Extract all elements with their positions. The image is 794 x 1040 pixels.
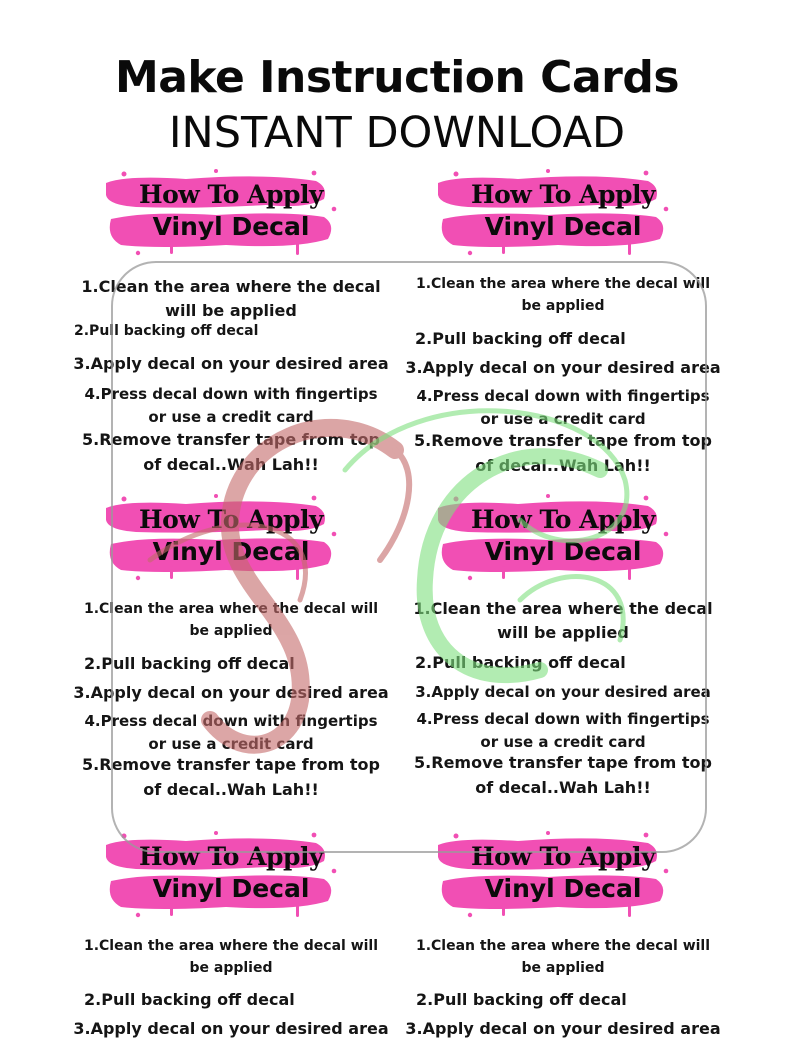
step-item <box>74 321 404 341</box>
step-line: 1.Clean the area where the decal <box>413 599 713 618</box>
step-item <box>415 652 745 674</box>
step-item <box>398 681 728 703</box>
step-line: or use a credit card <box>148 735 314 753</box>
step-item <box>66 752 396 802</box>
step-line: 5.Remove transfer tape from top <box>82 755 380 774</box>
instruction-card <box>66 165 396 485</box>
step-line: be applied <box>521 960 605 976</box>
step-item <box>398 1018 728 1040</box>
step-line: of decal..Wah Lah!! <box>143 780 319 799</box>
step-item <box>66 275 396 323</box>
step-item <box>66 353 396 375</box>
step-item <box>66 598 396 642</box>
step-line: 3.Apply decal on your desired area <box>73 354 389 373</box>
step-line: 3.Apply decal on your desired area <box>73 1019 389 1038</box>
page-subtitle: INSTANT DOWNLOAD <box>168 108 626 158</box>
step-line: of decal..Wah Lah!! <box>475 456 651 475</box>
step-item <box>84 989 414 1011</box>
step-line: 4.Press decal down with fingertips <box>416 387 710 405</box>
paint-splash-banner <box>66 827 396 919</box>
instruction-card <box>66 827 396 1038</box>
step-item <box>66 427 396 477</box>
card-heading: How To Apply <box>138 842 323 871</box>
step-line: be applied <box>189 623 273 639</box>
instruction-card <box>398 490 728 810</box>
step-line: of decal..Wah Lah!! <box>143 455 319 474</box>
card-subheading: Vinyl Decal <box>484 212 642 241</box>
step-line: 2.Pull backing off decal <box>84 990 295 1009</box>
step-item <box>66 935 396 979</box>
step-line: 1.Clean the area where the decal will <box>415 276 711 292</box>
step-line: 3.Apply decal on your desired area <box>415 683 711 701</box>
step-item <box>416 989 746 1011</box>
paint-splash-banner <box>398 165 728 257</box>
card-heading: How To Apply <box>470 842 655 871</box>
step-line: of decal..Wah Lah!! <box>475 778 651 797</box>
step-item <box>398 708 728 754</box>
step-line: 3.Apply decal on your desired area <box>73 683 389 702</box>
step-item <box>66 1018 396 1040</box>
step-line: will be applied <box>497 623 629 642</box>
step-line: 5.Remove transfer tape from top <box>82 430 380 449</box>
paint-splash-banner <box>398 827 728 919</box>
step-item <box>66 383 396 429</box>
step-item <box>415 328 745 350</box>
step-line: be applied <box>521 298 605 314</box>
card-subheading: Vinyl Decal <box>484 874 642 903</box>
step-line: 2.Pull backing off decal <box>74 323 259 339</box>
card-subheading: Vinyl Decal <box>152 212 310 241</box>
step-line: 2.Pull backing off decal <box>84 654 295 673</box>
card-heading: How To Apply <box>138 180 323 209</box>
step-line: 4.Press decal down with fingertips <box>84 385 378 403</box>
step-line: 5.Remove transfer tape from top <box>414 431 712 450</box>
card-subheading: Vinyl Decal <box>484 537 642 566</box>
paint-splash-banner <box>66 490 396 582</box>
step-line: 3.Apply decal on your desired area <box>405 1019 721 1038</box>
step-line: 1.Clean the area where the decal will <box>83 938 379 954</box>
step-line: or use a credit card <box>148 408 314 426</box>
step-item <box>398 935 728 979</box>
step-line: be applied <box>189 960 273 976</box>
step-line: 2.Pull backing off decal <box>415 653 626 672</box>
card-heading: How To Apply <box>470 505 655 534</box>
step-item <box>398 428 728 478</box>
step-line: 1.Clean the area where the decal will <box>415 938 711 954</box>
step-line: 3.Apply decal on your desired area <box>405 358 721 377</box>
step-item <box>398 597 728 645</box>
step-line: 4.Press decal down with fingertips <box>84 712 378 730</box>
instruction-card <box>398 827 728 1038</box>
paint-splash-banner <box>398 490 728 582</box>
card-subheading: Vinyl Decal <box>152 874 310 903</box>
card-subheading: Vinyl Decal <box>152 537 310 566</box>
step-line: or use a credit card <box>480 410 646 428</box>
step-line: 5.Remove transfer tape from top <box>414 753 712 772</box>
step-line: 2.Pull backing off decal <box>416 990 627 1009</box>
step-item <box>398 385 728 431</box>
step-item <box>84 653 414 675</box>
step-item <box>66 710 396 756</box>
step-line: 1.Clean the area where the decal <box>81 277 381 296</box>
step-item <box>66 682 396 704</box>
step-line: 4.Press decal down with fingertips <box>416 710 710 728</box>
page-title: Make Instruction Cards <box>114 52 680 103</box>
card-heading: How To Apply <box>138 505 323 534</box>
card-heading: How To Apply <box>470 180 655 209</box>
instruction-card <box>398 165 728 485</box>
step-line: or use a credit card <box>480 733 646 751</box>
step-item <box>398 357 728 379</box>
step-line: 1.Clean the area where the decal will <box>83 601 379 617</box>
step-line: will be applied <box>165 301 297 320</box>
paint-splash-banner <box>66 165 396 257</box>
instruction-card <box>66 490 396 810</box>
step-item <box>398 273 728 317</box>
step-line: 2.Pull backing off decal <box>415 329 626 348</box>
step-item <box>398 750 728 800</box>
